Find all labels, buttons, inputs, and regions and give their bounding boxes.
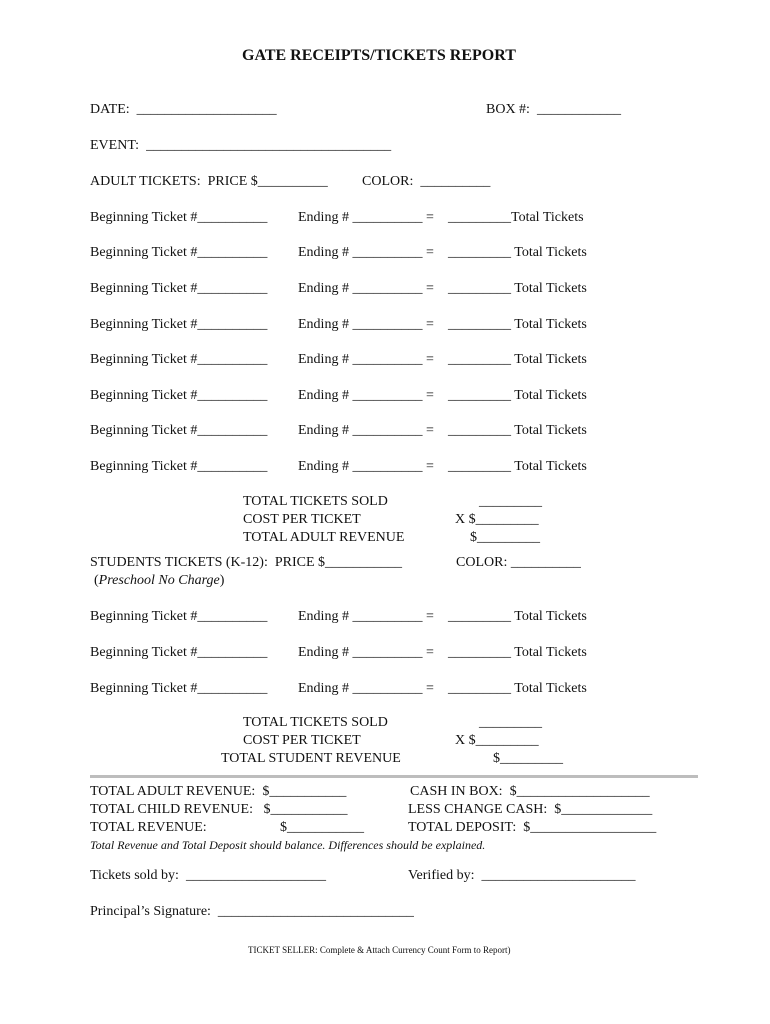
ending-ticket-field[interactable]: Ending # __________ =: [298, 681, 434, 696]
student-revenue-label: TOTAL STUDENT REVENUE: [221, 751, 401, 766]
ending-ticket-field[interactable]: Ending # __________ =: [298, 210, 434, 225]
total-tickets-field[interactable]: _________ Total Tickets: [448, 681, 587, 696]
adult-cost-label: COST PER TICKET: [243, 512, 361, 527]
adult-cost-field[interactable]: X $_________: [455, 512, 539, 527]
total-tickets-field[interactable]: _________ Total Tickets: [448, 245, 587, 260]
date-field[interactable]: DATE: ____________________: [90, 102, 277, 117]
total-tickets-field[interactable]: _________ Total Tickets: [448, 317, 587, 332]
ending-ticket-field[interactable]: Ending # __________ =: [298, 423, 434, 438]
beginning-ticket-field[interactable]: Beginning Ticket #__________: [90, 459, 268, 474]
total-tickets-field[interactable]: _________ Total Tickets: [448, 423, 587, 438]
ending-ticket-field[interactable]: Ending # __________ =: [298, 459, 434, 474]
tickets-sold-by-field[interactable]: Tickets sold by: ____________________: [90, 868, 326, 883]
beginning-ticket-field[interactable]: Beginning Ticket #__________: [90, 317, 268, 332]
total-tickets-field[interactable]: _________Total Tickets: [448, 210, 584, 225]
beginning-ticket-field[interactable]: Beginning Ticket #__________: [90, 388, 268, 403]
total-tickets-field[interactable]: _________ Total Tickets: [448, 459, 587, 474]
total-revenue-field[interactable]: $___________: [280, 820, 364, 835]
beginning-ticket-field[interactable]: Beginning Ticket #__________: [90, 681, 268, 696]
total-tickets-field[interactable]: _________ Total Tickets: [448, 388, 587, 403]
principal-signature-field[interactable]: Principal’s Signature: ____________________________: [90, 904, 414, 919]
ending-ticket-field[interactable]: Ending # __________ =: [298, 352, 434, 367]
total-child-revenue-field[interactable]: TOTAL CHILD REVENUE: $___________: [90, 802, 348, 817]
ending-ticket-field[interactable]: Ending # __________ =: [298, 281, 434, 296]
ending-ticket-field[interactable]: Ending # __________ =: [298, 317, 434, 332]
preschool-note: [94, 573, 224, 589]
note-paren: (: [94, 573, 99, 588]
footer-instruction: TICKET SELLER: Complete & Attach Currency Count Form to Report): [248, 945, 511, 955]
total-tickets-field[interactable]: _________ Total Tickets: [448, 609, 587, 624]
total-tickets-field[interactable]: _________ Total Tickets: [448, 645, 587, 660]
balance-note: Total Revenue and Total Deposit should balance. Differences should be explained.: [90, 838, 486, 852]
page-title: GATE RECEIPTS/TICKETS REPORT: [242, 47, 516, 64]
box-number-field[interactable]: BOX #: ____________: [486, 102, 621, 117]
student-revenue-field[interactable]: $_________: [493, 751, 563, 766]
beginning-ticket-field[interactable]: Beginning Ticket #__________: [90, 645, 268, 660]
beginning-ticket-field[interactable]: Beginning Ticket #__________: [90, 609, 268, 624]
total-tickets-field[interactable]: _________ Total Tickets: [448, 352, 587, 367]
event-field[interactable]: EVENT: ___________________________________: [90, 138, 392, 153]
student-price-field[interactable]: STUDENTS TICKETS (K-12): PRICE $___________: [90, 555, 403, 570]
total-deposit-field[interactable]: TOTAL DEPOSIT: $__________________: [408, 820, 657, 835]
ending-ticket-field[interactable]: Ending # __________ =: [298, 645, 434, 660]
adult-revenue-label: TOTAL ADULT REVENUE: [243, 530, 405, 545]
student-total-sold-field[interactable]: _________: [479, 715, 542, 730]
ending-ticket-field[interactable]: Ending # __________ =: [298, 245, 434, 260]
beginning-ticket-field[interactable]: Beginning Ticket #__________: [90, 352, 268, 367]
ending-ticket-field[interactable]: Ending # __________ =: [298, 609, 434, 624]
student-color-field[interactable]: COLOR: __________: [456, 555, 581, 570]
total-adult-revenue-field[interactable]: TOTAL ADULT REVENUE: $___________: [90, 784, 347, 799]
note-text: Preschool No Charge: [98, 573, 220, 588]
student-cost-label: COST PER TICKET: [243, 733, 361, 748]
beginning-ticket-field[interactable]: Beginning Ticket #__________: [90, 281, 268, 296]
student-total-sold-label: TOTAL TICKETS SOLD: [243, 715, 388, 730]
adult-color-field[interactable]: COLOR: __________: [362, 174, 491, 189]
total-tickets-field[interactable]: _________ Total Tickets: [448, 281, 587, 296]
beginning-ticket-field[interactable]: Beginning Ticket #__________: [90, 245, 268, 260]
adult-revenue-field[interactable]: $_________: [470, 530, 540, 545]
adult-price-field[interactable]: ADULT TICKETS: PRICE $__________: [90, 174, 328, 189]
beginning-ticket-field[interactable]: Beginning Ticket #__________: [90, 210, 268, 225]
note-paren: ): [219, 573, 225, 588]
section-divider: [90, 775, 698, 778]
cash-in-box-field[interactable]: CASH IN BOX: $___________________: [410, 784, 650, 799]
total-revenue-label: TOTAL REVENUE:: [90, 820, 207, 835]
beginning-ticket-field[interactable]: Beginning Ticket #__________: [90, 423, 268, 438]
adult-total-sold-field[interactable]: _________: [479, 494, 542, 509]
verified-by-field[interactable]: Verified by: ______________________: [408, 868, 636, 883]
student-cost-field[interactable]: X $_________: [455, 733, 539, 748]
less-change-cash-field[interactable]: LESS CHANGE CASH: $_____________: [408, 802, 653, 817]
ending-ticket-field[interactable]: Ending # __________ =: [298, 388, 434, 403]
adult-total-sold-label: TOTAL TICKETS SOLD: [243, 494, 388, 509]
